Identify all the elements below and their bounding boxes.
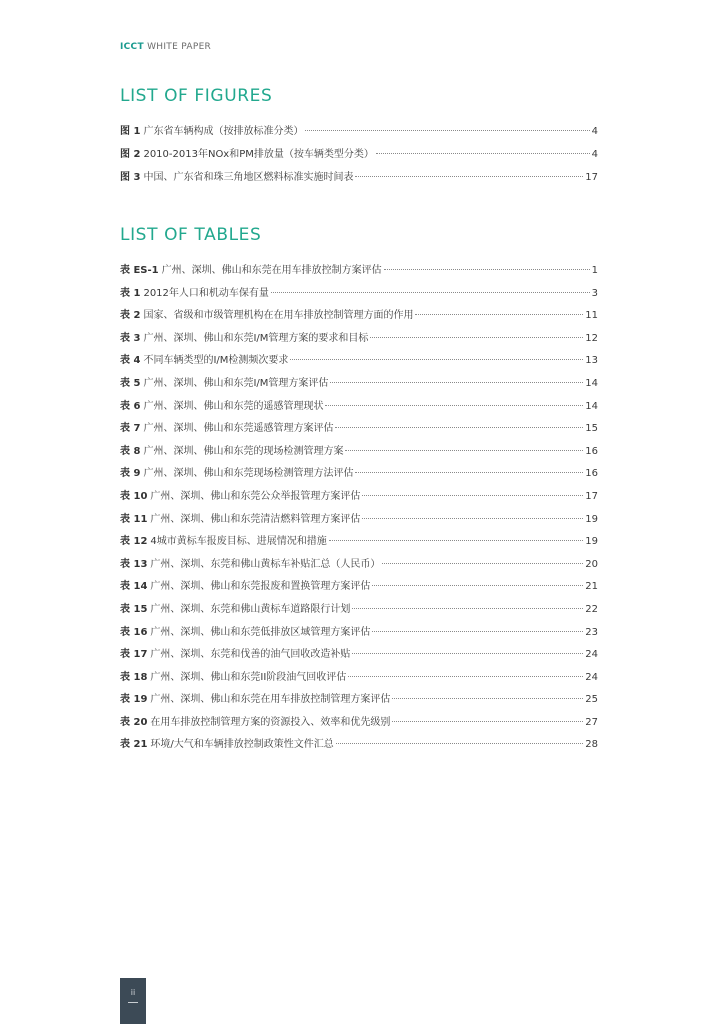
entry-title: 广州、深圳、东莞和佛山黄标车道路限行计划 xyxy=(150,603,351,615)
dot-leader xyxy=(336,743,583,744)
entry-page-number: 14 xyxy=(585,377,598,389)
entry-page-number: 15 xyxy=(585,423,598,435)
entry-label: 图 3 xyxy=(120,172,141,183)
entry-label: 表 21 xyxy=(120,739,148,751)
dot-leader xyxy=(392,698,583,699)
entry-title: 在用车排放控制管理方案的资源投入、效率和优先级别 xyxy=(150,716,391,728)
entry-label: 图 2 xyxy=(120,149,141,160)
entry-label: 表 15 xyxy=(120,603,148,615)
entry-label: 表 4 xyxy=(120,355,141,367)
entry-title: 广州、深圳、佛山和东莞II阶段油气回收评估 xyxy=(150,671,347,683)
dot-leader xyxy=(305,130,589,131)
table-entry[interactable] xyxy=(120,309,598,322)
entry-label: 表 16 xyxy=(120,626,148,638)
header-brand: ICCT xyxy=(120,42,144,52)
table-entry[interactable] xyxy=(120,490,598,503)
page-number: ii xyxy=(130,988,136,997)
entry-page-number: 17 xyxy=(585,490,598,502)
table-entry[interactable] xyxy=(120,738,598,751)
dot-leader xyxy=(355,176,583,177)
dot-leader xyxy=(348,676,583,677)
dot-leader xyxy=(355,472,583,473)
table-entry[interactable] xyxy=(120,264,598,277)
entry-page-number: 13 xyxy=(585,355,598,367)
entry-page-number: 12 xyxy=(585,332,598,344)
dot-leader xyxy=(392,721,583,722)
figure-entry[interactable] xyxy=(120,125,598,138)
page-number-tab xyxy=(120,978,146,1024)
entry-label: 表 ES-1 xyxy=(120,265,159,276)
entry-page-number: 27 xyxy=(585,716,598,728)
entry-label: 表 11 xyxy=(120,513,148,525)
table-entry[interactable] xyxy=(120,354,598,367)
entry-label: 图 1 xyxy=(120,126,141,137)
table-entry[interactable] xyxy=(120,580,598,593)
page-number-rule xyxy=(128,1002,138,1003)
entry-page-number: 14 xyxy=(585,400,598,412)
table-entry[interactable] xyxy=(120,535,598,548)
entry-title: 国家、省级和市级管理机构在在用车排放控制管理方面的作用 xyxy=(143,310,414,322)
entry-label: 表 17 xyxy=(120,649,148,661)
entry-label: 表 7 xyxy=(120,423,141,435)
entry-page-number: 11 xyxy=(585,310,598,322)
dot-leader xyxy=(376,153,590,154)
entry-label: 表 12 xyxy=(120,536,148,548)
table-entry[interactable] xyxy=(120,377,598,390)
dot-leader xyxy=(352,608,583,609)
dot-leader xyxy=(372,631,583,632)
document-header xyxy=(120,42,211,52)
dot-leader xyxy=(335,427,583,428)
table-entry[interactable] xyxy=(120,626,598,639)
dot-leader xyxy=(325,405,583,406)
entry-title: 广州、深圳、佛山和东莞I/M管理方案的要求和目标 xyxy=(143,332,369,344)
entry-title: 广州、深圳、东莞和佛山黄标车补贴汇总（人民币） xyxy=(150,558,381,570)
entry-page-number: 21 xyxy=(585,581,598,593)
dot-leader xyxy=(329,540,583,541)
list-of-figures-title: LIST OF FIGURES xyxy=(120,86,273,106)
entry-page-number: 24 xyxy=(585,671,598,683)
entry-title: 广州、深圳、佛山和东莞的现场检测管理方案 xyxy=(143,445,344,457)
dot-leader xyxy=(372,585,583,586)
entry-page-number: 17 xyxy=(585,172,598,183)
entry-label: 表 3 xyxy=(120,332,141,344)
entry-title: 广州、深圳、佛山和东莞的遥感管理现状 xyxy=(143,400,324,412)
tables-list xyxy=(120,264,598,761)
entry-title: 2010-2013年NOx和PM排放量（按车辆类型分类） xyxy=(143,149,374,160)
figure-entry[interactable] xyxy=(120,148,598,161)
entry-title: 广州、深圳、佛山和东莞在用车排放控制管理方案评估 xyxy=(150,694,391,706)
entry-page-number: 4 xyxy=(591,149,598,160)
entry-title: 中国、广东省和珠三角地区燃料标准实施时间表 xyxy=(143,172,354,183)
entry-page-number: 28 xyxy=(585,739,598,751)
entry-label: 表 8 xyxy=(120,445,141,457)
table-entry[interactable] xyxy=(120,422,598,435)
entry-page-number: 22 xyxy=(585,603,598,615)
table-entry[interactable] xyxy=(120,400,598,413)
entry-page-number: 20 xyxy=(585,558,598,570)
entry-title: 广州、深圳、东莞和伐善的油气回收改造补贴 xyxy=(150,649,351,661)
dot-leader xyxy=(271,292,590,293)
entry-page-number: 25 xyxy=(585,694,598,706)
dot-leader xyxy=(384,269,590,270)
entry-page-number: 16 xyxy=(585,468,598,480)
dot-leader xyxy=(382,563,583,564)
entry-page-number: 4 xyxy=(591,126,598,137)
entry-page-number: 23 xyxy=(585,626,598,638)
entry-label: 表 1 xyxy=(120,287,141,299)
table-entry[interactable] xyxy=(120,287,598,300)
entry-label: 表 18 xyxy=(120,671,148,683)
table-entry[interactable] xyxy=(120,603,598,616)
table-entry[interactable] xyxy=(120,671,598,684)
entry-title: 环境/大气和车辆排放控制政策性文件汇总 xyxy=(150,739,334,751)
entry-title: 广东省车辆构成（按排放标准分类） xyxy=(143,126,304,137)
dot-leader xyxy=(370,337,583,338)
list-of-tables-title: LIST OF TABLES xyxy=(120,225,262,245)
entry-title: 广州、深圳、佛山和东莞低排放区域管理方案评估 xyxy=(150,626,371,638)
entry-page-number: 24 xyxy=(585,649,598,661)
table-entry[interactable] xyxy=(120,693,598,706)
entry-title: 广州、深圳、佛山和东莞在用车排放控制方案评估 xyxy=(161,265,382,276)
entry-title: 广州、深圳、佛山和东莞现场检测管理方法评估 xyxy=(143,468,354,480)
entry-page-number: 19 xyxy=(585,513,598,525)
dot-leader xyxy=(362,518,583,519)
dot-leader xyxy=(290,359,583,360)
entry-label: 表 13 xyxy=(120,558,148,570)
table-entry[interactable] xyxy=(120,513,598,526)
entry-title: 广州、深圳、佛山和东莞报废和置换管理方案评估 xyxy=(150,581,371,593)
figures-list xyxy=(120,125,598,194)
entry-label: 表 14 xyxy=(120,581,148,593)
entry-page-number: 3 xyxy=(591,287,598,299)
figure-entry[interactable] xyxy=(120,171,598,184)
entry-label: 表 9 xyxy=(120,468,141,480)
table-entry[interactable] xyxy=(120,332,598,345)
entry-label: 表 6 xyxy=(120,400,141,412)
entry-title: 广州、深圳、佛山和东莞I/M管理方案评估 xyxy=(143,377,329,389)
dot-leader xyxy=(362,495,583,496)
header-subtitle: WHITE PAPER xyxy=(143,42,212,52)
entry-label: 表 5 xyxy=(120,377,141,389)
dot-leader xyxy=(352,653,583,654)
entry-title: 2012年人口和机动车保有量 xyxy=(143,287,269,299)
table-entry[interactable] xyxy=(120,467,598,480)
entry-page-number: 16 xyxy=(585,445,598,457)
entry-label: 表 20 xyxy=(120,716,148,728)
entry-label: 表 10 xyxy=(120,490,148,502)
table-entry[interactable] xyxy=(120,648,598,661)
dot-leader xyxy=(345,450,583,451)
dot-leader xyxy=(415,314,583,315)
entry-page-number: 1 xyxy=(591,265,598,276)
entry-page-number: 19 xyxy=(585,536,598,548)
table-entry[interactable] xyxy=(120,445,598,458)
entry-title: 4城市黄标车报废目标、进展情况和措施 xyxy=(150,536,327,548)
entry-title: 广州、深圳、佛山和东莞清洁燃料管理方案评估 xyxy=(150,513,361,525)
entry-title: 广州、深圳、佛山和东莞遥感管理方案评估 xyxy=(143,423,334,435)
table-entry[interactable] xyxy=(120,558,598,571)
entry-label: 表 2 xyxy=(120,310,141,322)
dot-leader xyxy=(330,382,583,383)
table-entry[interactable] xyxy=(120,716,598,729)
entry-title: 不同车辆类型的I/M检测频次要求 xyxy=(143,355,289,367)
entry-title: 广州、深圳、佛山和东莞公众举报管理方案评估 xyxy=(150,490,361,502)
entry-label: 表 19 xyxy=(120,694,148,706)
